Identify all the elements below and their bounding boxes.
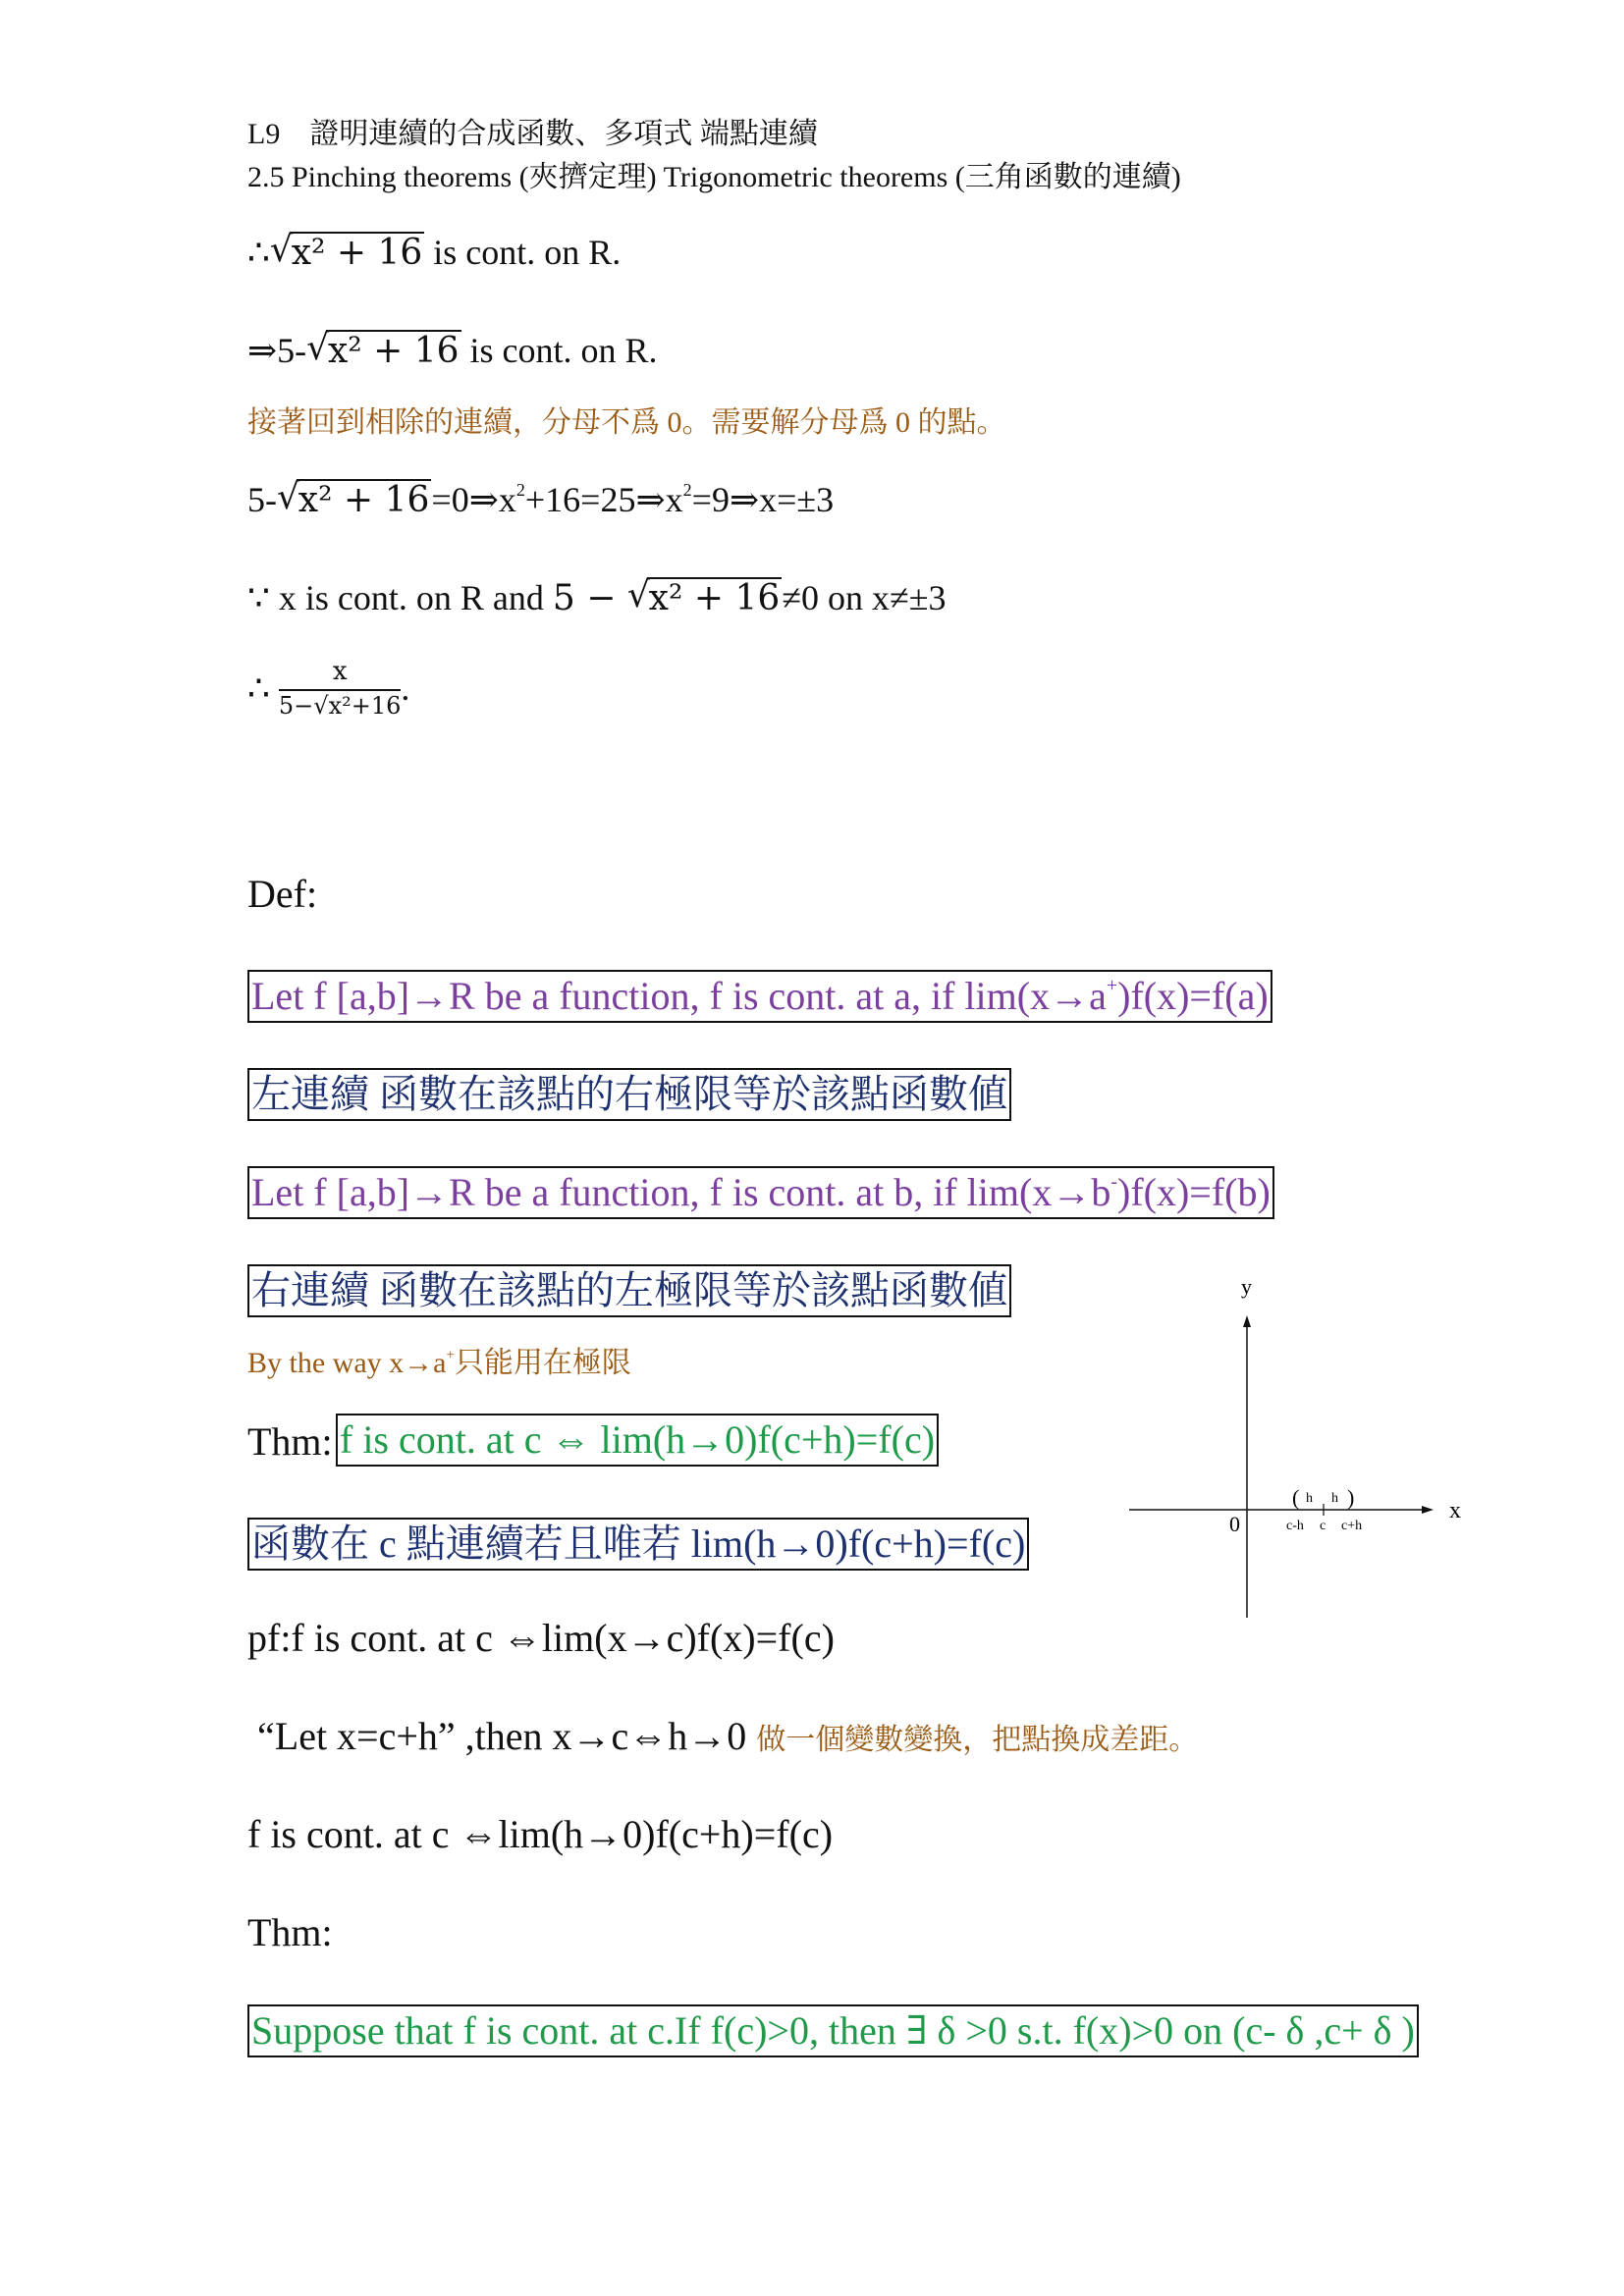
- interval-open-bracket: (: [1292, 1485, 1300, 1510]
- superscript: -: [1110, 1171, 1118, 1193]
- page-subtitle: 2.5 Pinching theorems (夾擠定理) Trigonometric theorems (三角函數的連續): [247, 161, 1181, 193]
- superscript: 2: [515, 479, 525, 500]
- fraction-numerator: x: [332, 657, 348, 686]
- x-axis-arrow: [1422, 1506, 1434, 1514]
- implies-prefix: ⇒5-: [247, 331, 307, 370]
- line-text: ≠0 on x≠±3: [782, 578, 947, 617]
- thm1-zh-box: 函數在 c 點連續若且唯若 lim(h→0)f(c+h)=f(c): [247, 1518, 1029, 1571]
- origin-label: 0: [1229, 1512, 1240, 1536]
- fraction: [279, 658, 401, 720]
- def-text: )f(x)=f(b): [1117, 1170, 1271, 1214]
- superscript: +: [1106, 975, 1118, 996]
- line-because: [247, 577, 947, 618]
- x-axis-label: x: [1449, 1498, 1461, 1523]
- y-axis-label: y: [1241, 1274, 1252, 1299]
- interval-close-bracket: ): [1347, 1485, 1355, 1510]
- axis-diagram: [1119, 1272, 1492, 1645]
- line-five-minus-sqrt: [247, 330, 658, 371]
- note-by-the-way: [247, 1347, 631, 1381]
- h-right-label: h: [1331, 1491, 1338, 1506]
- c-plus-h-label: c+h: [1341, 1519, 1363, 1533]
- thm1-box: f is cont. at c ⇔ lim(h→0)f(c+h)=f(c): [336, 1414, 939, 1467]
- note-text: 只能用在極限: [454, 1347, 631, 1379]
- def-text: Let f [a,b]→R be a function, f is cont. at b, if lim(x→b: [251, 1170, 1111, 1214]
- line-text: is cont. on R.: [460, 331, 658, 370]
- thm1-label: Thm:: [247, 1419, 333, 1464]
- page-title: L9 證明連續的合成函數、多項式 端點連續: [247, 118, 818, 150]
- superscript: +: [446, 1347, 455, 1363]
- sqrt-expression: √ x² + 16: [306, 330, 460, 371]
- sqrt-expression: √ x² + 16: [270, 232, 424, 273]
- def-text: )f(x)=f(a): [1117, 974, 1269, 1018]
- substitution-note: 做一個變數變換，把點換成差距。: [756, 1724, 1199, 1756]
- left-continuity-zh-box: 左連續 函數在該點的右極限等於該點函數値: [247, 1068, 1011, 1121]
- period: .: [401, 668, 410, 709]
- def-label: Def:: [247, 872, 318, 916]
- h-left-label: h: [1306, 1491, 1313, 1506]
- sqrt-expression: √ x² + 16: [277, 479, 431, 520]
- eq-part: +16=25⇒x: [524, 480, 683, 519]
- prefix: 5-: [247, 480, 277, 519]
- eq-part: =9⇒x=±3: [691, 480, 835, 519]
- def-text: Let f [a,b]→R be a function, f is cont. at a, if lim(x→a: [251, 974, 1107, 1018]
- proof-line: pf:f is cont. at c ⇔lim(x→c)f(x)=f(c): [247, 1616, 835, 1660]
- def-left-continuity-box: [247, 970, 1272, 1023]
- fraction-denominator: 5−√x²+16: [279, 689, 401, 721]
- c-label: c: [1320, 1519, 1326, 1533]
- math-expr: 5 −: [552, 578, 627, 618]
- conclusion-line: f is cont. at c ⇔lim(h→0)f(c+h)=f(c): [247, 1812, 834, 1856]
- line-fraction: [247, 658, 409, 720]
- substitution-text: “Let x=c+h” ,then x→c⇔h→0: [257, 1714, 757, 1758]
- thm2-box: Suppose that f is cont. at c.If f(c)>0, then ∃ δ >0 s.t. f(x)>0 on (c- δ ,c+ δ ): [247, 2004, 1419, 2057]
- thm2-label: Thm:: [247, 1910, 333, 1954]
- def-right-continuity-box: [247, 1166, 1274, 1219]
- therefore-symbol: ∴: [247, 668, 279, 709]
- line-sqrt-continuous: [247, 232, 621, 273]
- line-solve-zero: [247, 479, 834, 520]
- eq-part: =0⇒x: [431, 480, 516, 519]
- substitution-line: [257, 1714, 1198, 1759]
- y-axis-arrow: [1243, 1315, 1251, 1327]
- c-minus-h-label: c-h: [1286, 1519, 1304, 1533]
- note-text: By the way x→a: [247, 1347, 447, 1379]
- note-denominator-zero: 接著回到相除的連續，分母不爲 0。需要解分母爲 0 的點。: [247, 406, 1006, 439]
- right-continuity-zh-box: 右連續 函數在該點的左極限等於該點函數値: [247, 1264, 1011, 1317]
- line-text: is cont. on R.: [424, 233, 622, 272]
- sqrt-expression: √ x² + 16: [627, 577, 782, 618]
- because-text: ∵ x is cont. on R and: [247, 578, 553, 617]
- superscript: 2: [682, 479, 692, 500]
- therefore-symbol: ∴: [247, 233, 270, 272]
